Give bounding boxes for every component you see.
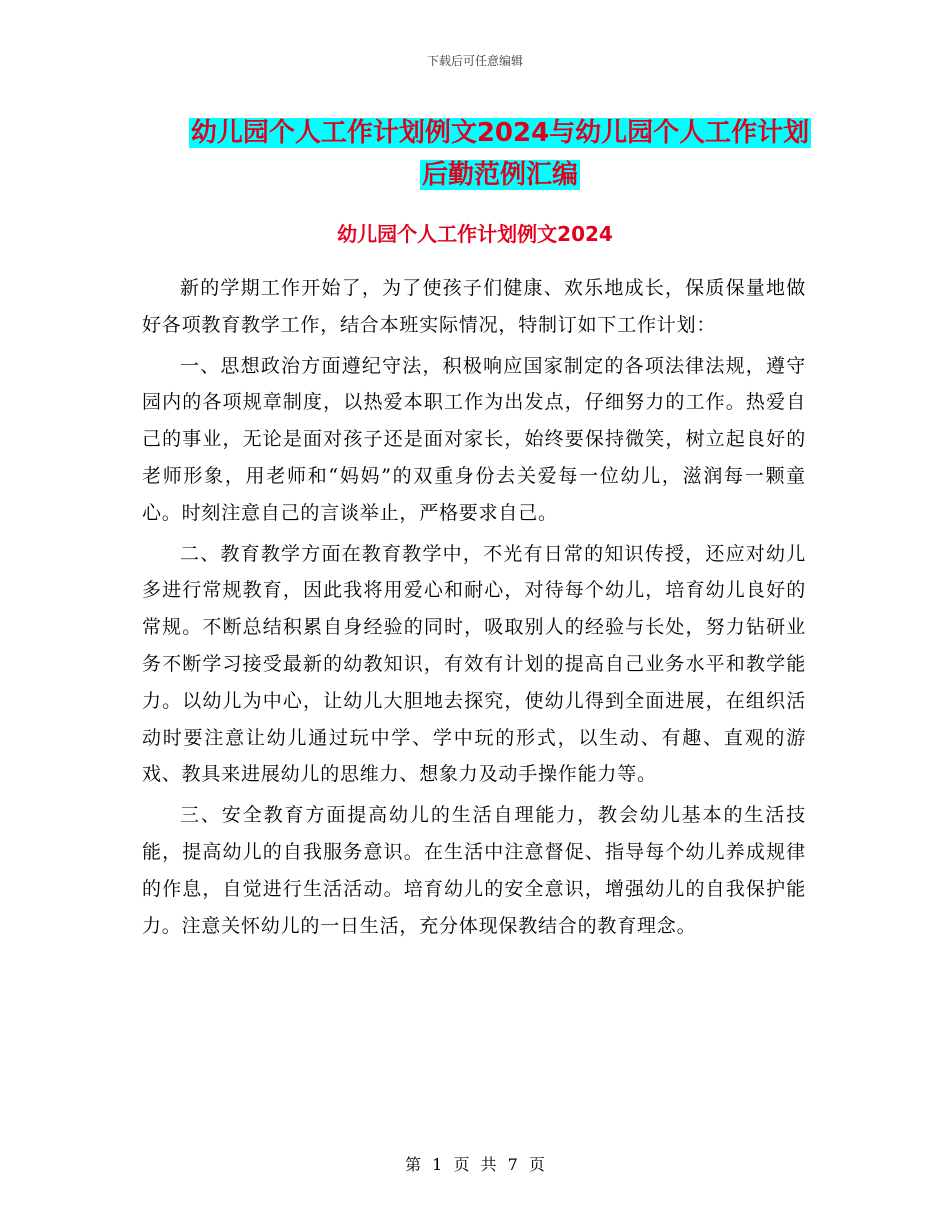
paragraph-safety: 三、安全教育方面提高幼儿的生活自理能力，教会幼儿基本的生活技能，提高幼儿的自我服务意识。在生活中注意督促、指导每个幼儿养成规律的作息，自觉进行生活活动。培育幼儿的安全意识，增强幼儿的自我保护能力。注意关怀幼儿的一日生活，充分体现保教结合的教育理念。 — [142, 804, 806, 937]
paragraph-politics: 一、思想政治方面遵纪守法，积极响应国家制定的各项法律法规，遵守园内的各项规章制度，以热爱本职工作为出发点，仔细努力的工作。热爱自己的事业，无论是面对孩子还是面对家长，始终要保持微笑，树立起良好的老师形象，用老师和“妈妈”的双重身份去关爱每一位幼儿，滋润每一颗童心。时刻注意自己的言谈举止，严格要求自己。 — [142, 354, 806, 524]
paragraph-teaching: 二、教育教学方面在教育教学中，不光有日常的知识传授，还应对幼儿多进行常规教育，因此我将用爱心和耐心，对待每个幼儿，培育幼儿良好的常规。不断总结积累自身经验的同时，吸取别人的经验与长处，努力钻研业务不断学习接受最新的幼教知识，有效有计划的提高自己业务水平和教学能力。以幼儿为中心，让幼儿大胆地去探究，使幼儿得到全面进展，在组织活动时要注意让幼儿通过玩中学、学中玩的形式，以生动、有趣、直观的游戏、教具来进展幼儿的思维力、想象力及动手操作能力等。 — [142, 542, 806, 786]
page-number-footer: 第 1 页 共 7 页 — [405, 1155, 545, 1174]
document-title-line-1: 幼儿园个人工作计划例文2024与幼儿园个人工作计划 — [190, 118, 810, 148]
section-title: 幼儿园个人工作计划例文2024 — [337, 222, 613, 246]
document-body — [142, 270, 806, 944]
header-note: 下载后可任意编辑 — [426, 54, 523, 68]
document-title-line-2: 后勤范例汇编 — [421, 160, 578, 190]
paragraph-intro: 新的学期工作开始了，为了使孩子们健康、欢乐地成长，保质保量地做好各项教育教学工作，结合本班实际情况，特制订如下工作计划： — [142, 277, 806, 336]
document-title — [140, 112, 860, 196]
